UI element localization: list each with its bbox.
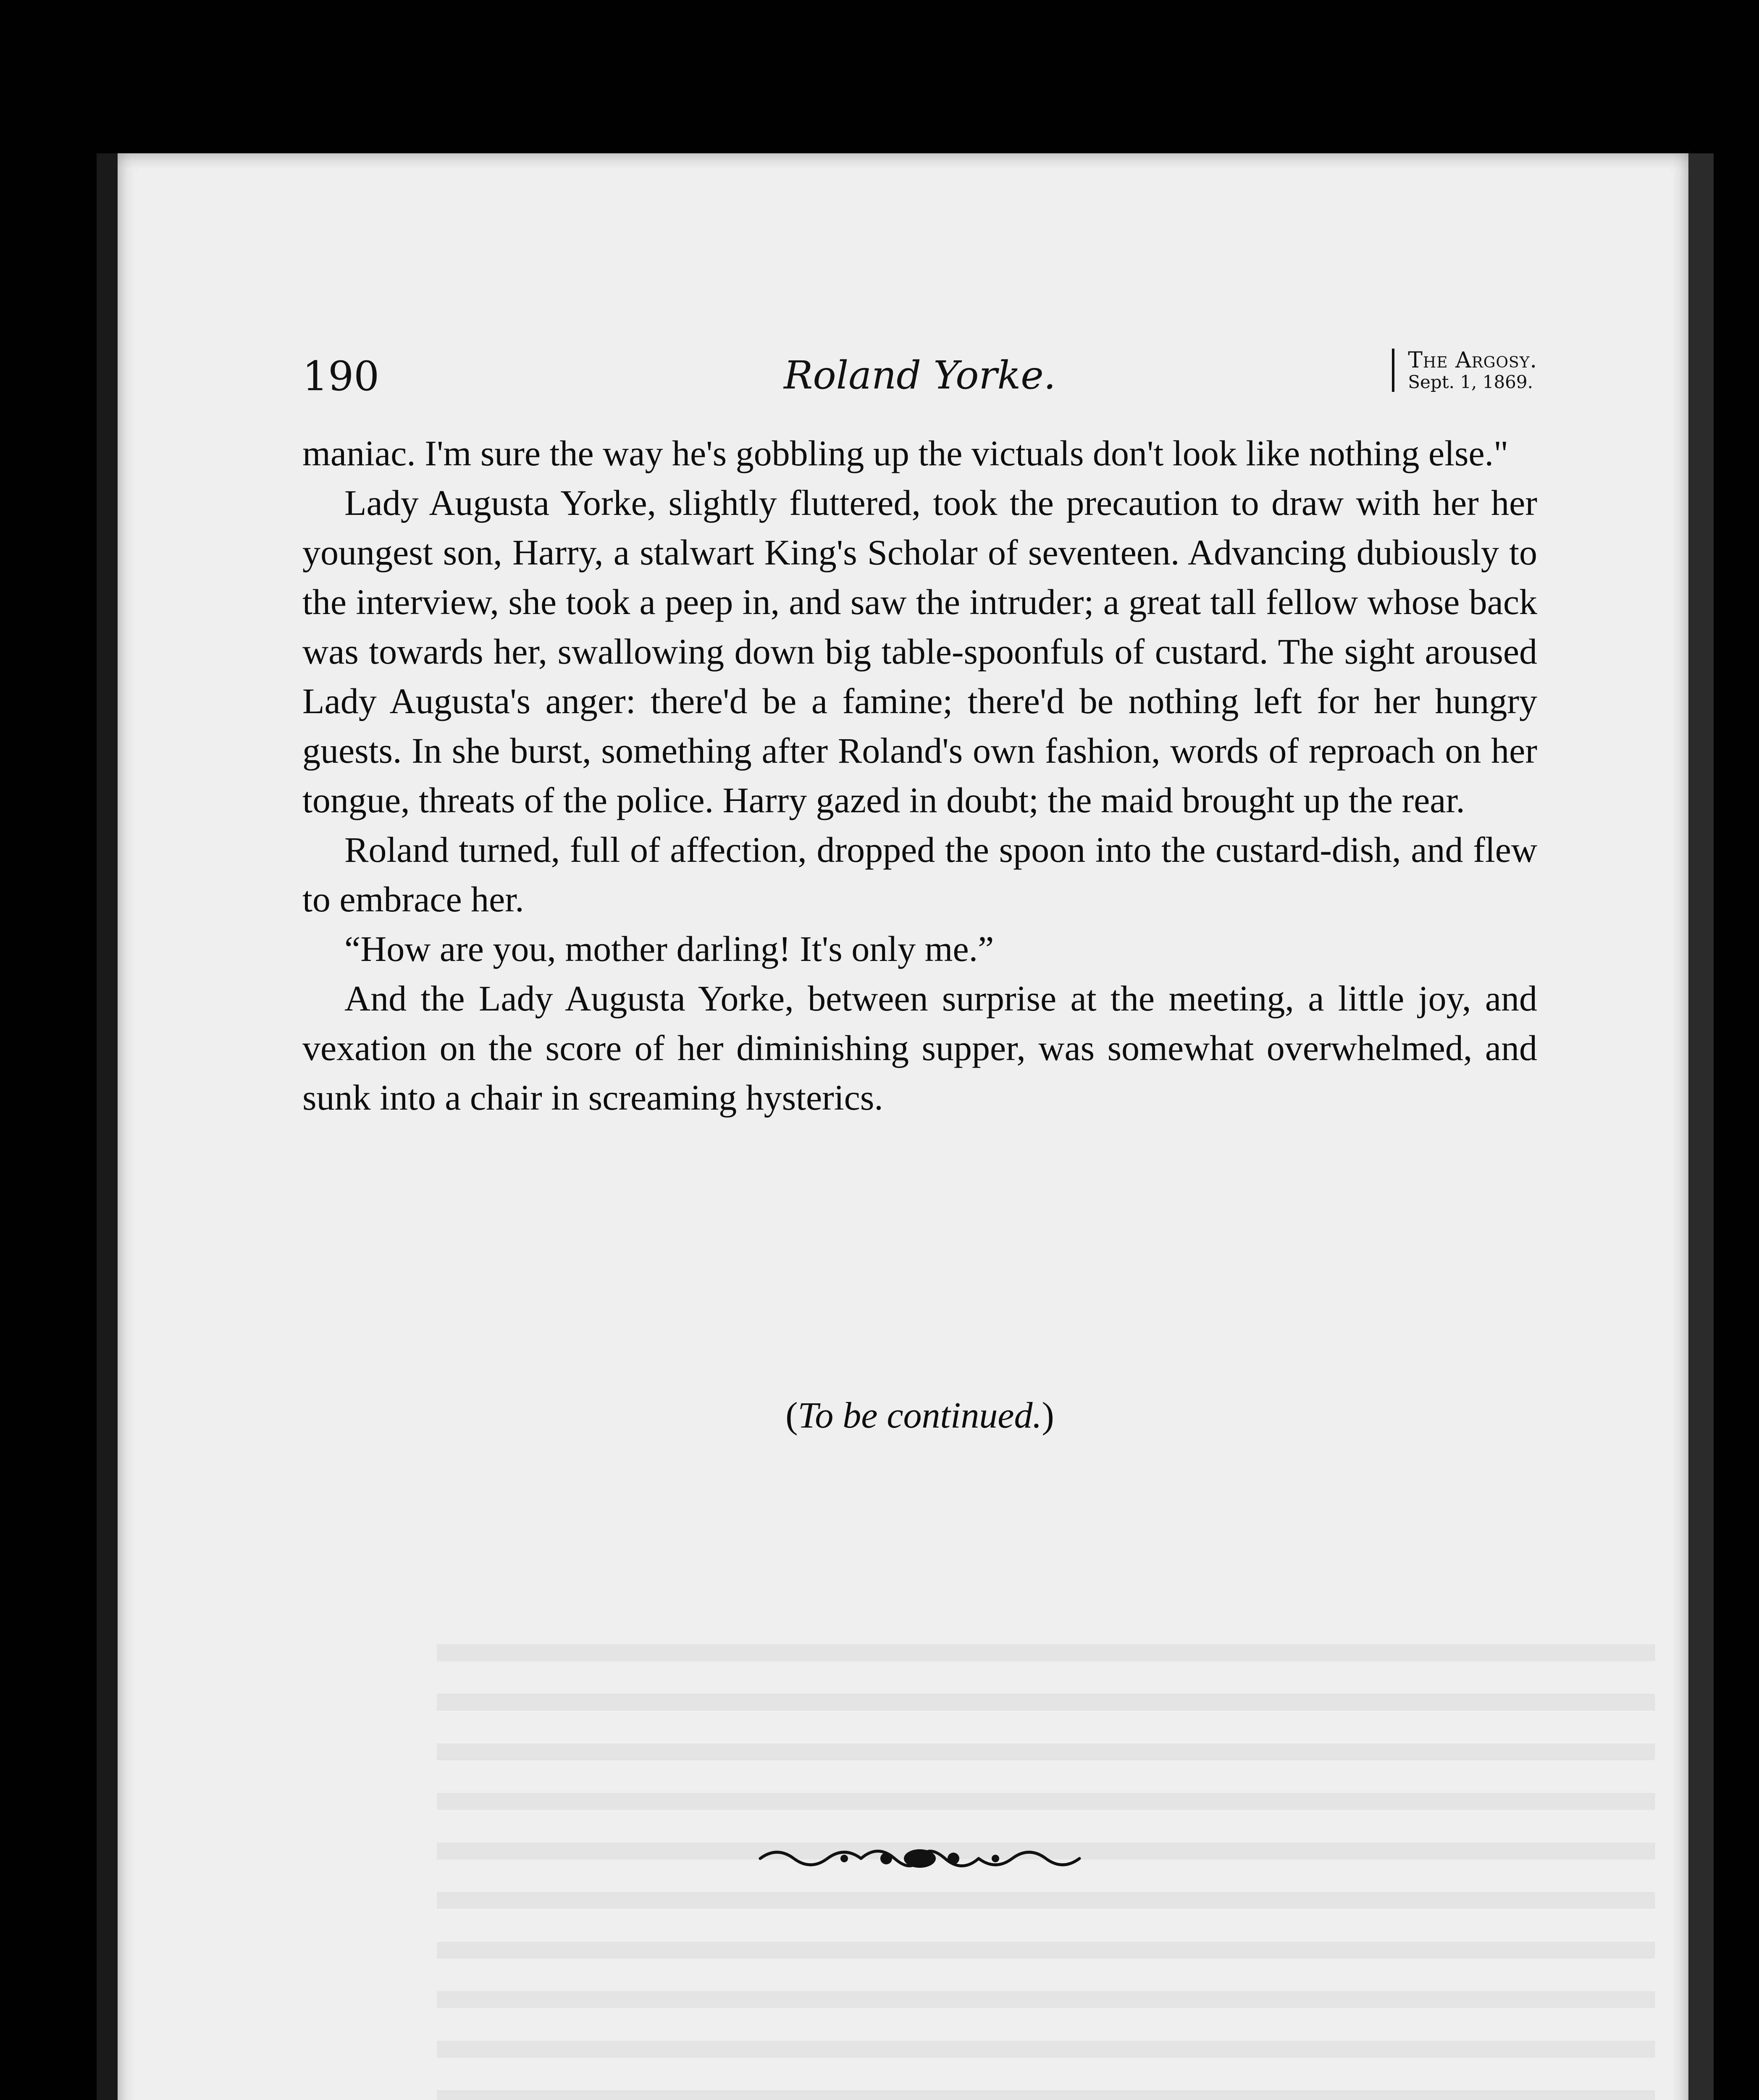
page-left-edge — [97, 153, 118, 2100]
journal-date: Sept. 1, 1869. — [1408, 372, 1533, 393]
continued-close-paren: ) — [1042, 1395, 1054, 1436]
continued-text: To be continued. — [798, 1395, 1042, 1436]
journal-name: The Argosy. — [1408, 348, 1537, 373]
running-title: Roland Yorke. — [784, 353, 1056, 398]
paragraph: “How are you, mother darling! It's only me.” — [344, 929, 994, 969]
journal-reference — [1392, 349, 1537, 392]
decorative-divider-icon — [752, 1840, 1088, 1877]
to-be-continued — [302, 1394, 1537, 1437]
page-header — [302, 348, 1537, 403]
page-right-edge — [1688, 153, 1714, 2100]
paragraph: maniac. I'm sure the way he's gobbling up the victuals don't look like nothing else." — [302, 433, 1509, 473]
paragraph: Lady Augusta Yorke, slightly fluttered, took the precaution to draw with her her youngest son, Harry, a stalwart King's Scholar of seventeen. Advancing dubiously to the interview, she took a peep in, and saw the intruder; a great tall fellow whose back was towards her, swallowing down big table-spoonfuls of custard. The sight aroused Lady Augusta's anger: there'd be a famine; there'd be nothing left for her hungry guests. In she burst, something after Roland's own fashion, words of reproach on her tongue, threats of the police. Harry gazed in doubt; the maid brought up the rear. — [302, 483, 1537, 820]
paragraph: And the Lady Augusta Yorke, between surprise at the meeting, a little joy, and vexation on the score of her diminishing supper, was somewhat overwhelmed, and sunk into a chair in screaming hysterics. — [302, 978, 1537, 1118]
continued-open-paren: ( — [785, 1395, 798, 1436]
body-text — [302, 428, 1537, 1122]
paragraph: Roland turned, full of affection, dropped the spoon into the custard-dish, and flew to embrace her. — [302, 830, 1537, 919]
page-number: 190 — [302, 353, 380, 400]
